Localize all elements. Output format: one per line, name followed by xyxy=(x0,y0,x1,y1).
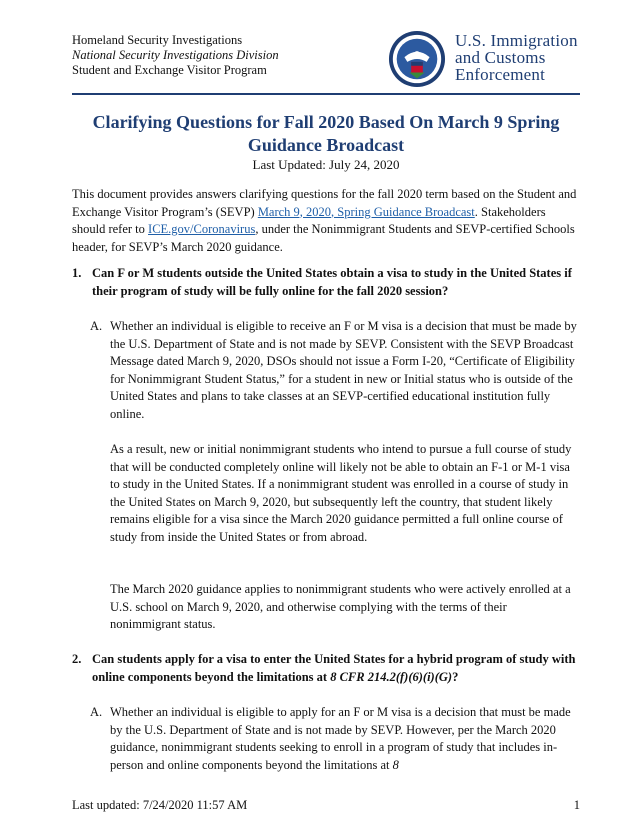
answer-text: Whether an individual is eligible to apply for an F or M visa is a decision that must be made by the U.S. Department of State and is not made by SEVP. However, per the March 2020 guidance, nonimmigrant students seeking to enroll in a program of study that includes in-person and online components beyond the limitations at xyxy=(110,705,571,772)
ice-coronavirus-link[interactable]: ICE.gov/Coronavirus xyxy=(148,222,256,236)
answer-paragraph-1 xyxy=(110,704,578,774)
intro-paragraph xyxy=(72,186,580,256)
page-footer xyxy=(72,798,580,813)
agency-line-2: and Customs xyxy=(455,48,546,67)
regulation-citation: 8 CFR 214.2(f)(6)(i)(G) xyxy=(330,669,453,684)
answer-1 xyxy=(90,318,578,423)
answer-letter: A. xyxy=(90,705,103,719)
question-2 xyxy=(72,651,580,686)
answer-letter: A. xyxy=(90,319,103,333)
question-number: 2. xyxy=(72,652,82,666)
title-line-1: Clarifying Questions for Fall 2020 Based On March 9 Spring xyxy=(92,112,560,132)
answer-1-final xyxy=(90,581,578,634)
agency-line-3: Enforcement xyxy=(455,65,545,84)
question-end: ? xyxy=(452,669,459,684)
agency-name xyxy=(455,32,578,83)
spring-guidance-link[interactable]: March 9, 2020, Spring Guidance Broadcast xyxy=(257,204,475,219)
answer-paragraph-1: Whether an individual is eligible to receive an F or M visa is a decision that must be made by the U.S. Department of State and is not made by SEVP. Consistent with the SEVP Broadcast Message dated March 9, 2020, DSOs should not issue a Form I-20, “Certificate of Eligibility for Nonimmigrant Student Status,” for a student in new or Initial status who is outside of the United States and plans to take classes at an SEVP-certified educational institution fully online. xyxy=(110,319,577,421)
last-updated: Last Updated: July 24, 2020 xyxy=(252,157,400,172)
document-title xyxy=(72,111,580,157)
footer-updated: Last updated: 7/24/2020 11:57 AM xyxy=(72,798,248,812)
intro-text-2: . Stakeholders should refer to xyxy=(72,204,546,236)
page-number: 1 xyxy=(573,798,580,812)
answer-1-continued xyxy=(90,441,578,546)
question-text-main: Can students apply for a visa to enter the United States for a hybrid program of study with online components beyond the limitations at xyxy=(92,652,576,684)
question-number: 1. xyxy=(72,266,82,280)
org-line-3: Student and Exchange Visitor Program xyxy=(72,63,267,77)
document-header xyxy=(72,33,580,95)
intro-text-1: This document provides answers clarifying questions for the fall 2020 term based on the Student and Exchange Visitor Program’s (SEVP) xyxy=(72,187,577,219)
agency-line-1: U.S. Immigration xyxy=(455,31,578,50)
answer-paragraph-3: The March 2020 guidance applies to nonimmigrant students who were actively enrolled at a U.S. school on March 9, 2020, and otherwise complying with the terms of their nonimmigrant status. xyxy=(110,582,571,631)
title-line-2: Guidance Broadcast xyxy=(247,135,405,155)
header-divider xyxy=(72,93,580,95)
intro-text-3: , under the Nonimmigrant Students and SEVP-certified Schools header, for SEVP’s March 2020 guidance. xyxy=(72,222,575,254)
regulation-citation: 8 xyxy=(392,757,399,772)
question-1 xyxy=(72,265,580,300)
answer-paragraph-2: As a result, new or initial nonimmigrant students who intend to pursue a full course of study that will be conducted completely online will likely not be able to obtain an F-1 or M-1 visa to study in the United States. If a nonimmigrant student was enrolled in a course of study in the United States on March 9, 2020, but subsequently left the country, that student likely remains eligible for a visa since the March 2020 guidance permitted a full online course of study from inside the United States or from abroad. xyxy=(110,442,572,544)
question-text: Can F or M students outside the United States obtain a visa to study in the United States if their program of study will be fully online for the fall 2020 session? xyxy=(92,266,572,298)
answer-2 xyxy=(90,704,578,774)
org-line-2: National Security Investigations Division xyxy=(72,48,279,62)
question-text xyxy=(92,651,580,686)
org-line-1: Homeland Security Investigations xyxy=(72,33,243,47)
dhs-seal-icon xyxy=(388,30,446,88)
